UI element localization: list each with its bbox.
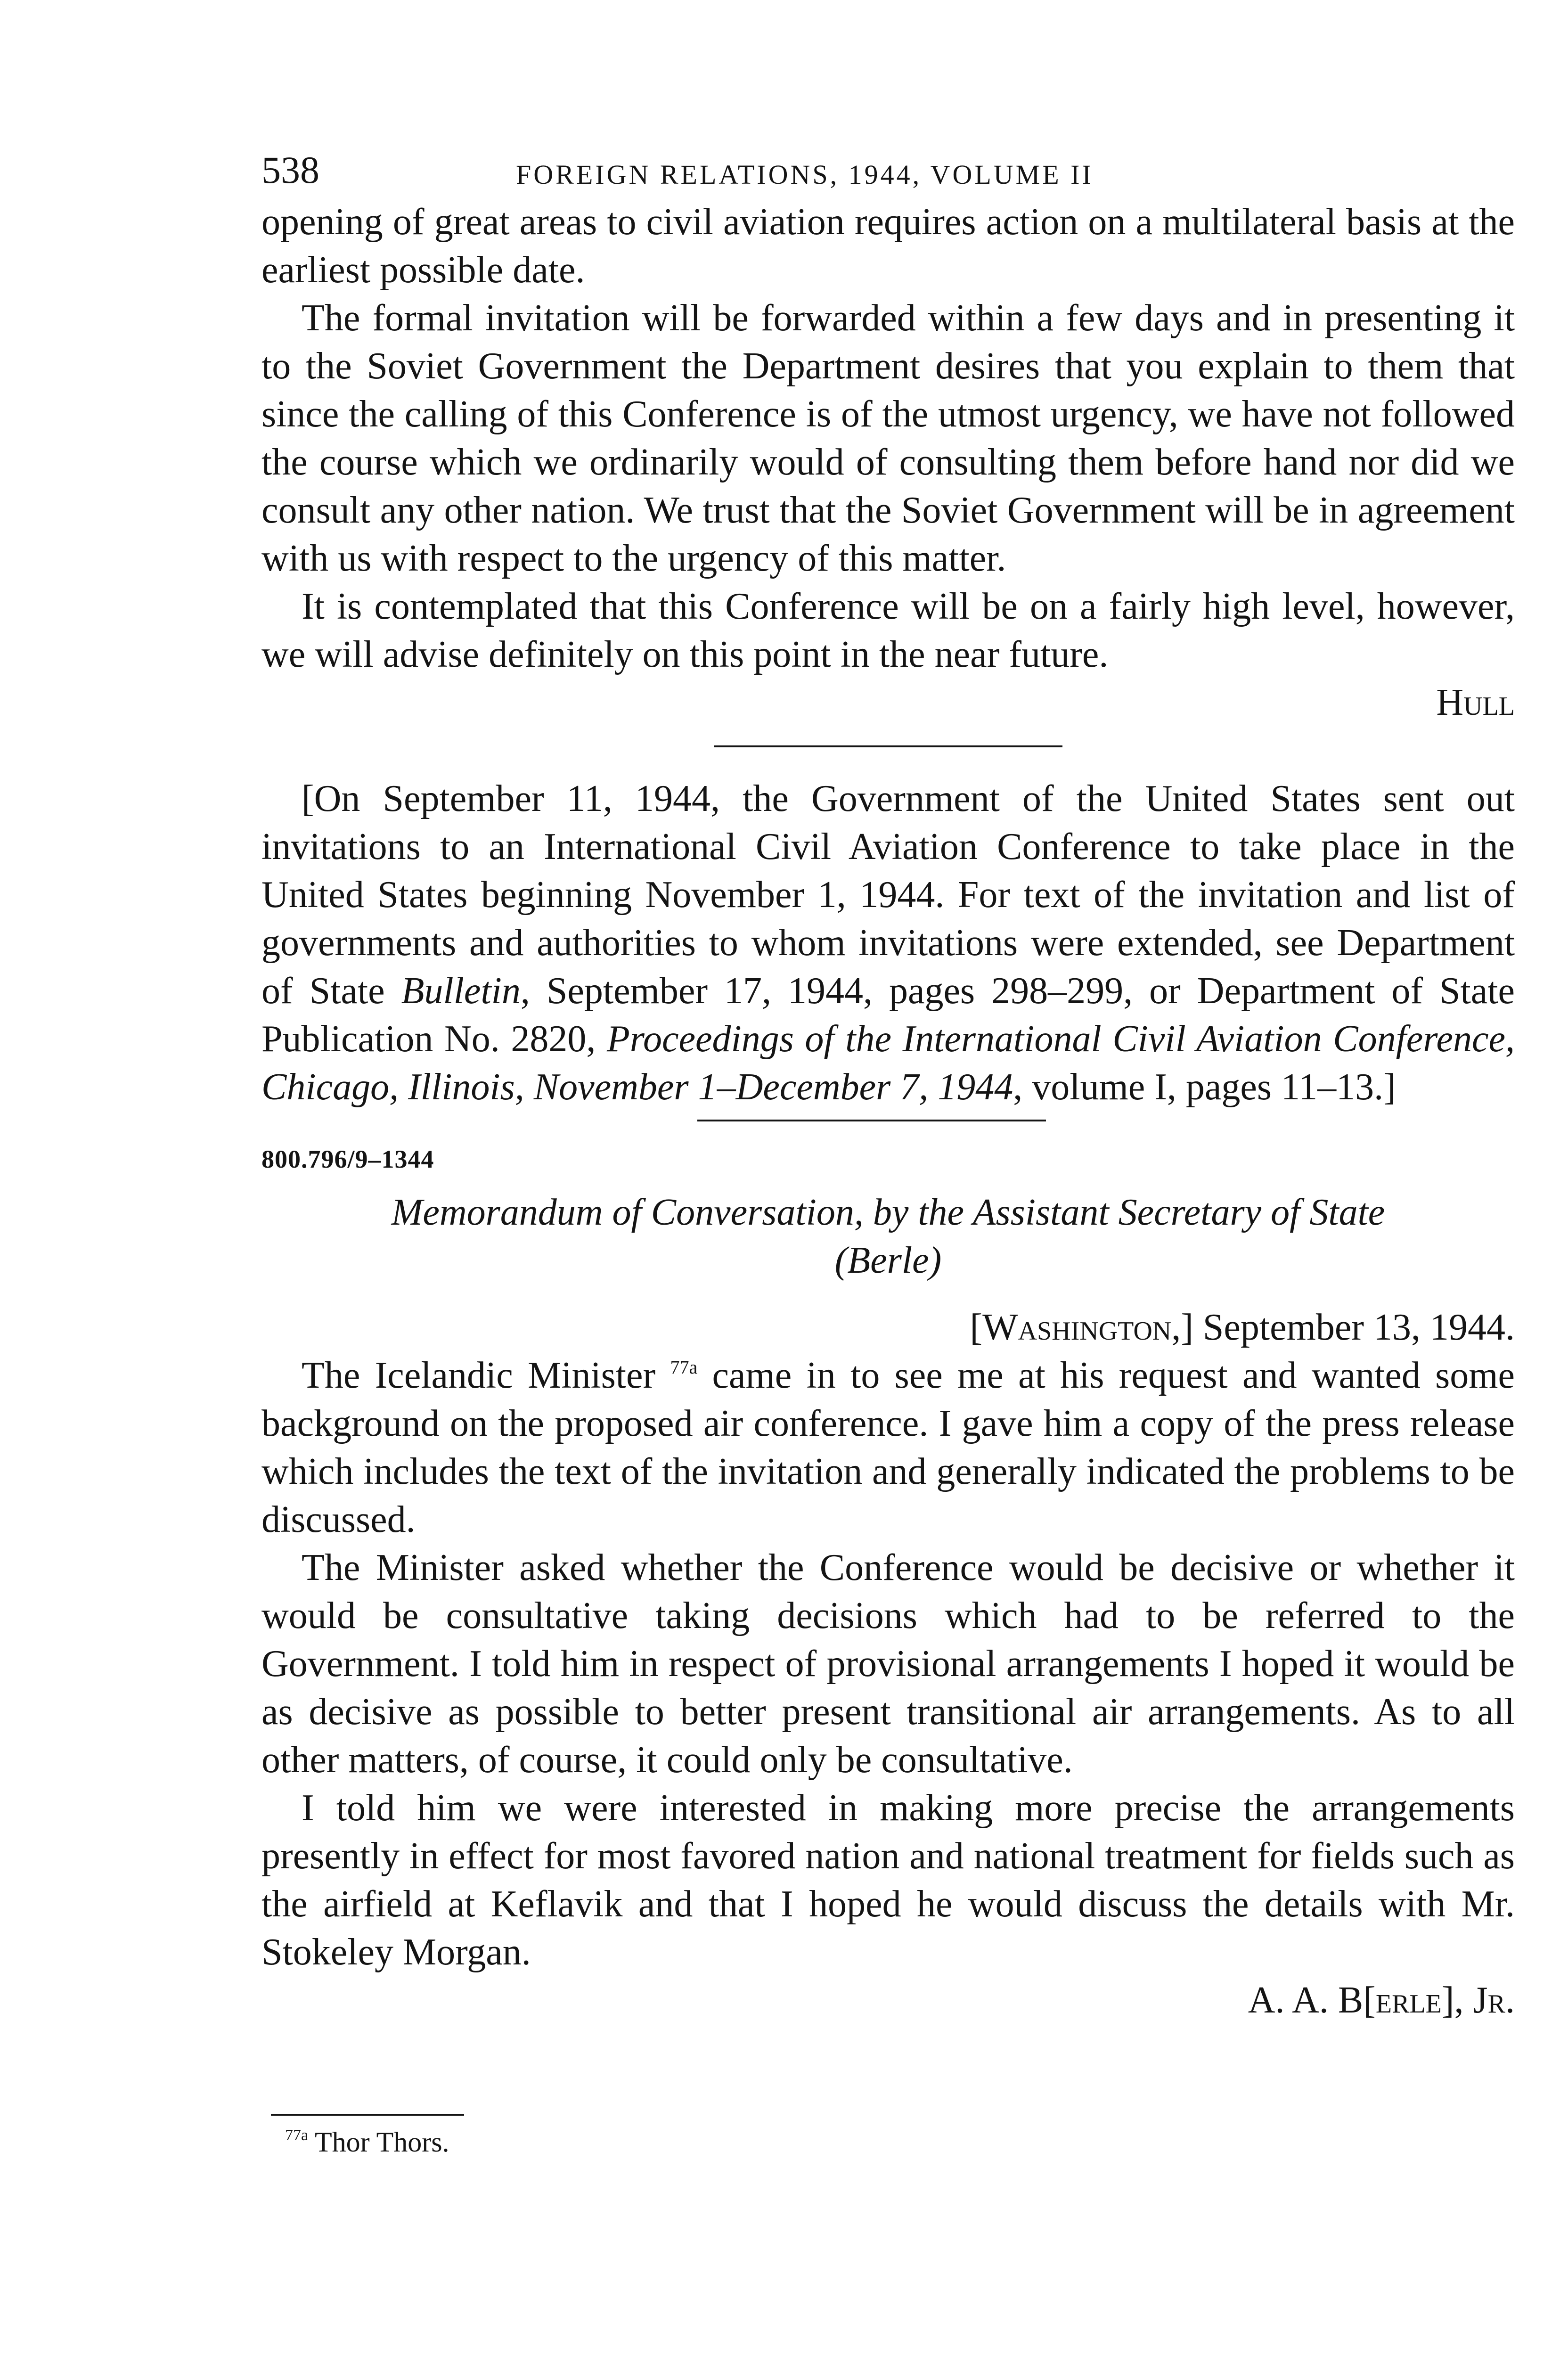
dateline-date: September 13, 1944. [1202,1307,1515,1348]
bulletin-title: Bulletin [401,970,521,1012]
dateline-place: [Washington,] [970,1307,1193,1348]
footnote-text: Thor Thors. [315,2127,449,2158]
memo-dateline [261,1303,1515,1351]
section-divider [714,745,1062,747]
editorial-note-text-2: , September 17, 1944, pages 298–299, or Department of State Publication No. 2820, [261,970,1515,1060]
document-page [261,146,1515,2161]
memo-title-line-1: Memorandum of Conversation, by the Assistant Secretary of State [391,1192,1385,1233]
editorial-note [261,775,1515,1111]
signature-berle: A. A. B[erle], Jr. [1248,1980,1515,2021]
section-divider-2 [697,1120,1046,1121]
memo-title [261,1188,1515,1284]
paragraph-invitation: The formal invitation will be forwarded within a few days and in presenting it to the Soviet Government the Department desires that you explain to them that since the calling of this Conference is of the utmost urgency, we have not followed the course which we ordinarily would of consulting them before hand nor did we consult any other nation. We trust that the Soviet Government will be in agreement with us with respect to the urgency of this matter. [261,297,1515,579]
footnote [261,2123,1515,2161]
paragraph-conference-level: It is contemplated that this Conference will be on a fairly high level, however, we will advise definitely on this point in the near future. [261,586,1515,675]
memo-paragraph-2: The Minister asked whether the Conference would be decisive or whether it would be consultative taking decisions which had to be referred to the Government. I told him in respect of provisional arrangements I hoped it would be as decisive as possible to better present transitional air arrangements. As to all other matters, of course, it could only be consultative. [261,1547,1515,1781]
footnote-reference: 77a [670,1357,698,1378]
page-number: 538 [261,148,319,191]
signature-hull: Hull [1436,682,1515,723]
paragraph-continuation: opening of great areas to civil aviation requires action on a multilateral basis at the earliest possible date. [261,201,1515,291]
footnote-marker: 77a [285,2127,309,2144]
memo-title-line-2: (Berle) [834,1240,942,1281]
proceedings-title: Proceedings of the International Civil Aviation Conference, Chicago, Illinois, November 1–December 7, 1944 [261,1018,1515,1108]
memo-p1-rest: came in to see me at his request and wanted some background on the proposed air conference. I gave him a copy of the press release which includes the text of the invitation and generally indicated the problems to be discussed. [261,1355,1515,1540]
page-header [261,146,1515,198]
running-head: FOREIGN RELATIONS, 1944, VOLUME II [516,159,1094,190]
memo-p1-start: The Icelandic Minister [302,1355,656,1396]
footnote-rule [271,2114,464,2116]
memo-paragraph-1 [261,1351,1515,1544]
file-number: 800.796/9–1344 [261,1145,434,1173]
editorial-note-text-3: , volume I, pages 11–13.] [1013,1066,1396,1108]
editorial-note-text-1: [On September 11, 1944, the Government of the United States sent out invitations to an International Civil Aviation Conference to take place in the United States beginning November 1, 1944. For text of the invitation and list of governments and authorities to whom invitations were extended, see Department of State [261,778,1515,1012]
memo-paragraph-3: I told him we were interested in making more precise the arrangements presently in effect for most favored nation and national treatment for fields such as the airfield at Keflavik and that I hoped he would discuss the details with Mr. Stokeley Morgan. [261,1787,1515,1973]
